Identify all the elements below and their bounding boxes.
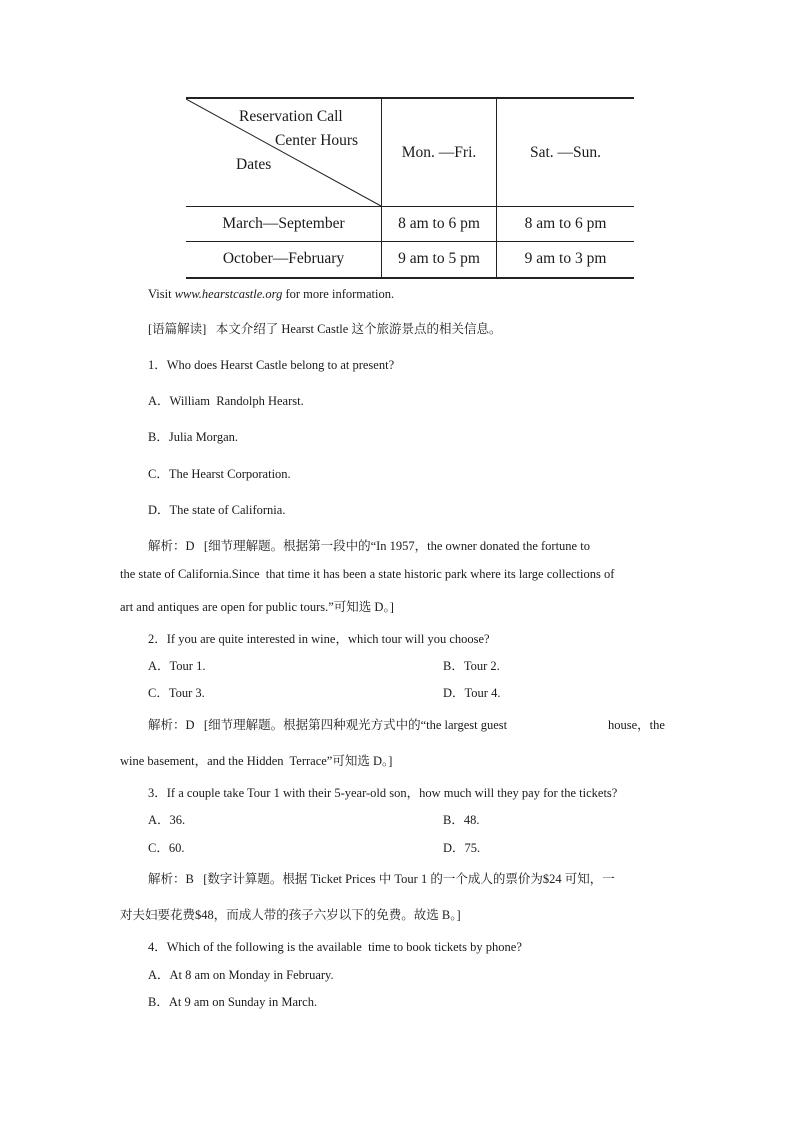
header-hours-line2: Center Hours [275, 132, 359, 149]
option-d: D．75. [443, 841, 481, 855]
explanation-line: wine basement，and the Hidden Terrace”可知选 D。] [120, 754, 393, 768]
explanation-line: 对夫妇要花费$48，而成人带的孩子六岁以下的免费。故选 B。] [120, 908, 461, 922]
option-a: A．William Randolph Hearst. [148, 394, 304, 408]
option-c: C．The Hearst Corporation. [148, 467, 291, 481]
option-c: C．Tour 3. [148, 686, 205, 700]
option-d: D．The state of California. [148, 503, 286, 517]
header-weekdays: Mon. —Fri. [401, 144, 477, 161]
visit-prefix: Visit [148, 287, 175, 301]
row-label: October—February [222, 250, 345, 267]
question-3: 3．If a couple take Tour 1 with their 5-year-old son，how much will they pay for the tickets? [148, 786, 618, 800]
header-hours-line1: Reservation Call [239, 108, 343, 125]
option-c: C．60. [148, 841, 185, 855]
table-divider [186, 241, 634, 242]
option-a: A．Tour 1. [148, 659, 206, 673]
option-b: B．48. [443, 813, 480, 827]
explanation-line: 解析：D [细节理解题。根据第四种观光方式中的“the largest guest [148, 718, 508, 732]
row-cell: 9 am to 5 pm [398, 250, 480, 267]
passage-summary: [语篇解读] 本文介绍了 Hearst Castle 这个旅游景点的相关信息。 [148, 322, 502, 336]
question-1: 1．Who does Hearst Castle belong to at present? [148, 358, 395, 372]
option-a: A．At 8 am on Monday in February. [148, 968, 334, 982]
option-b: B．Tour 2. [443, 659, 500, 673]
row-cell: 8 am to 6 pm [524, 215, 607, 232]
option-b: B．At 9 am on Sunday in March. [148, 995, 318, 1009]
question-4: 4．Which of the following is the available time to book tickets by phone? [148, 940, 522, 954]
header-dates: Dates [236, 156, 272, 173]
explanation-line: house，the [608, 718, 665, 732]
row-cell: 9 am to 3 pm [524, 250, 607, 267]
explanation-line: the state of California.Since that time it has been a state historic park where its large collections of [120, 567, 615, 581]
question-2: 2．If you are quite interested in wine，which tour will you choose? [148, 632, 490, 646]
row-cell: 8 am to 6 pm [398, 215, 480, 232]
option-b: B．Julia Morgan. [148, 430, 239, 444]
website-link[interactable]: www.hearstcastle.org [174, 287, 283, 301]
option-d: D．Tour 4. [443, 686, 501, 700]
explanation-line: art and antiques are open for public tours.”可知选 D。] [120, 600, 394, 614]
explanation-line: 解析：D [细节理解题。根据第一段中的“In 1957，the owner donated the fortune to [148, 539, 590, 553]
option-a: A．36. [148, 813, 186, 827]
visit-line [148, 287, 394, 302]
reservation-hours-table [186, 97, 634, 279]
header-weekend: Sat. —Sun. [529, 144, 602, 161]
explanation-line: 解析：B [数字计算题。根据 Ticket Prices 中 Tour 1 的一个成人的票价为$24 可知，一 [148, 872, 615, 886]
row-label: March—September [222, 215, 345, 232]
visit-suffix: for more information. [282, 287, 395, 301]
